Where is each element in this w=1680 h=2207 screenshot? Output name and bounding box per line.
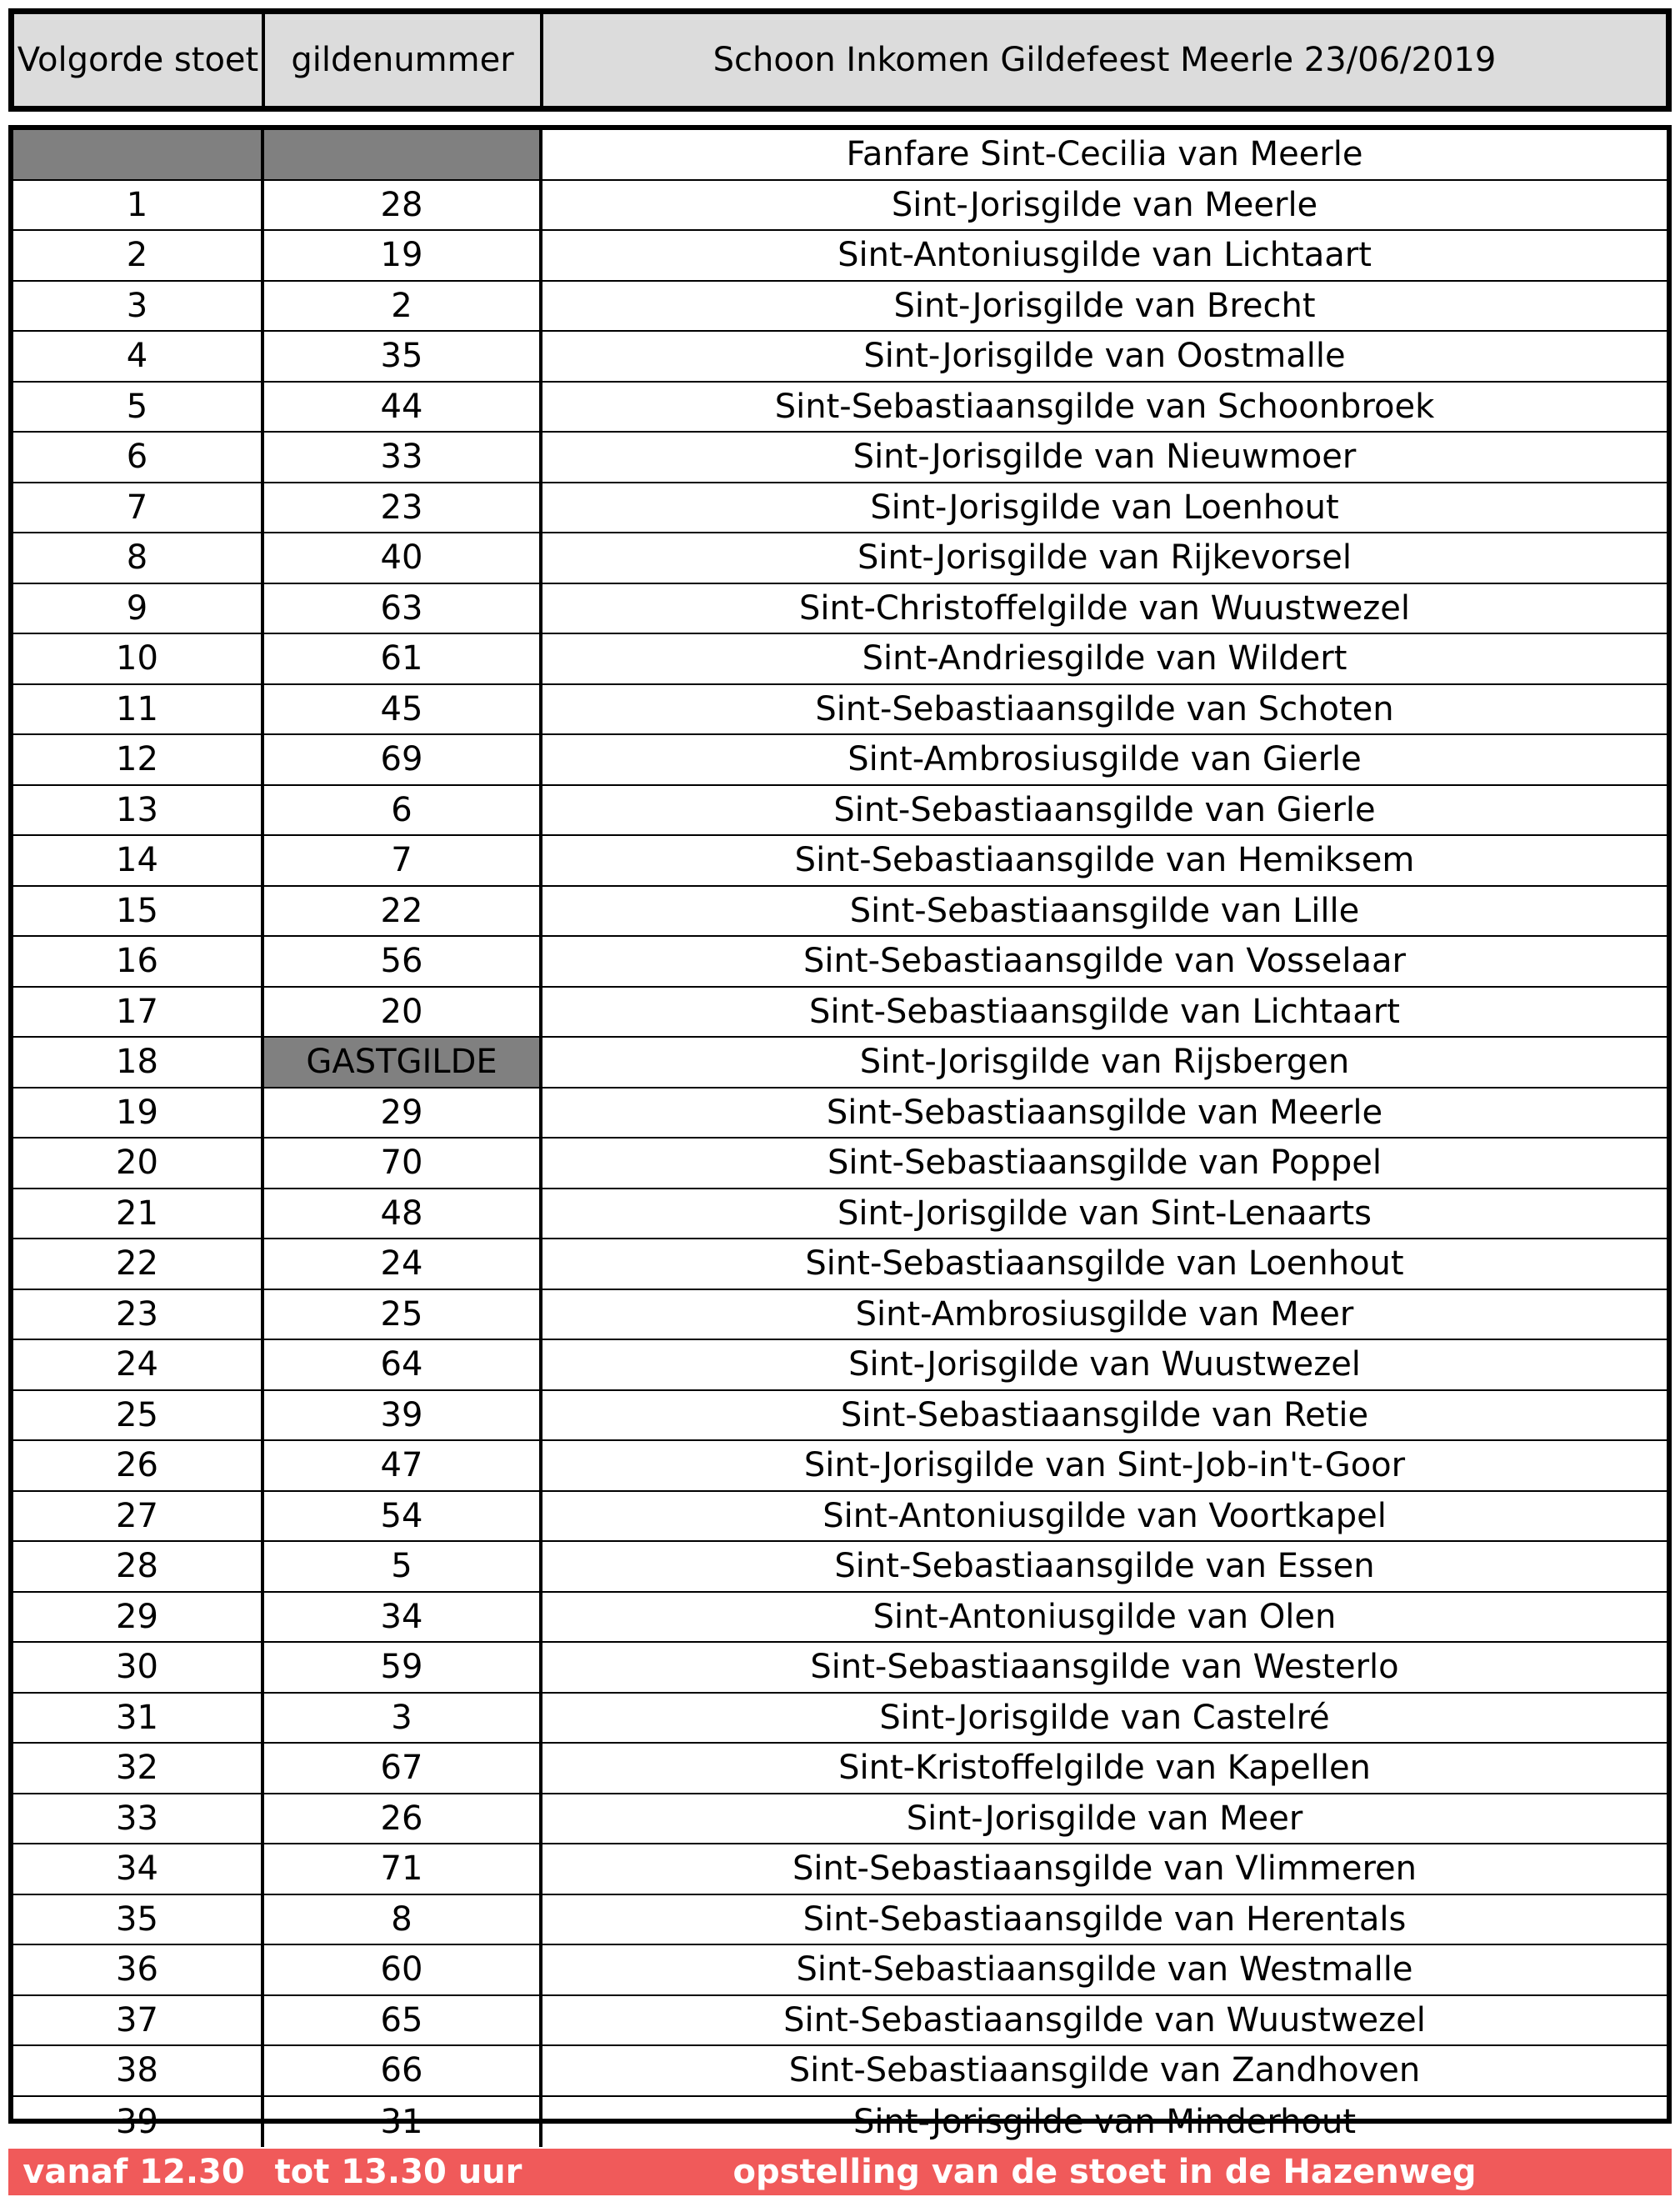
row-order: 26: [13, 1441, 264, 1490]
row-guild-number: 61: [264, 634, 542, 683]
row-guild-number: 33: [264, 433, 542, 482]
row-guild-number: 40: [264, 533, 542, 583]
row-guild-number: 60: [264, 1945, 542, 1994]
row-guild-name: Sint-Jorisgilde van Meer: [906, 1799, 1303, 1838]
row-guild-number: 44: [264, 383, 542, 432]
table-row: [13, 1441, 1667, 1492]
table-row: [13, 887, 1667, 938]
table-row: [13, 2046, 1667, 2097]
row-order: 16: [13, 937, 264, 986]
row-guild-name: Sint-Sebastiaansgilde van Essen: [834, 1547, 1375, 1586]
row-order: 28: [13, 1542, 264, 1591]
table-row: [13, 130, 1667, 181]
row-order: [13, 130, 264, 179]
table-row: [13, 2097, 1667, 2148]
row-guild-name: Sint-Sebastiaansgilde van Loenhout: [805, 1244, 1404, 1284]
table-row: [13, 231, 1667, 282]
table-row: [13, 1794, 1667, 1845]
row-guild-number: 25: [264, 1290, 542, 1339]
table-row: [13, 735, 1667, 786]
footer-note: opstelling van de stoet in de Hazenweg: [732, 2153, 1477, 2191]
row-order: 34: [13, 1844, 264, 1894]
row-guild-number: 26: [264, 1794, 542, 1844]
row-guild-name: Sint-Christoffelgilde van Wuustwezel: [798, 588, 1411, 628]
row-order: 39: [13, 2097, 264, 2148]
footer-bar: [8, 2149, 1672, 2195]
table-row: [13, 1088, 1667, 1139]
header-order: Volgorde stoet: [14, 14, 265, 106]
table-row: [13, 433, 1667, 483]
row-order: 3: [13, 282, 264, 331]
table-row: [13, 1542, 1667, 1593]
row-guild-number: 67: [264, 1744, 542, 1793]
row-guild-number: 28: [264, 181, 542, 230]
row-guild-number: 47: [264, 1441, 542, 1490]
row-order: 19: [13, 1088, 264, 1138]
row-guild-name: Sint-Sebastiaansgilde van Meerle: [826, 1093, 1383, 1132]
row-order: 17: [13, 988, 264, 1037]
row-guild-name: Sint-Jorisgilde van Rijsbergen: [859, 1043, 1350, 1082]
row-guild-number: 65: [264, 1996, 542, 2045]
table-row: [13, 1996, 1667, 2047]
row-guild-name: Sint-Sebastiaansgilde van Retie: [840, 1395, 1369, 1434]
row-guild-number: [264, 130, 542, 179]
row-guild-name: Sint-Jorisgilde van Loenhout: [870, 488, 1339, 527]
table-row: [13, 937, 1667, 988]
row-order: 20: [13, 1139, 264, 1188]
row-guild-number: 8: [264, 1895, 542, 1944]
row-order: 33: [13, 1794, 264, 1844]
table-row: [13, 1340, 1667, 1391]
row-guild-name: Sint-Sebastiaansgilde van Zandhoven: [788, 2051, 1421, 2090]
row-guild-name: Sint-Sebastiaansgilde van Westmalle: [796, 1950, 1413, 1989]
table-row: [13, 483, 1667, 534]
row-guild-name: Sint-Jorisgilde van Meerle: [891, 185, 1318, 224]
row-guild-number: 56: [264, 937, 542, 986]
row-order: 38: [13, 2046, 264, 2095]
row-guild-number: 66: [264, 2046, 542, 2095]
row-order: 18: [13, 1038, 264, 1087]
table-row: [13, 1290, 1667, 1341]
row-guild-name: Sint-Sebastiaansgilde van Westerlo: [810, 1648, 1399, 1687]
row-guild-name: Sint-Sebastiaansgilde van Vlimmeren: [792, 1849, 1417, 1889]
row-guild-name: Sint-Sebastiaansgilde van Lille: [849, 891, 1360, 930]
row-guild-name: Sint-Antoniusgilde van Voortkapel: [822, 1496, 1387, 1535]
row-order: 22: [13, 1239, 264, 1289]
row-guild-name: Sint-Kristoffelgilde van Kapellen: [838, 1749, 1371, 1788]
row-order: 6: [13, 433, 264, 482]
table-row: [13, 1239, 1667, 1290]
row-order: 10: [13, 634, 264, 683]
table-row: [13, 1744, 1667, 1794]
row-order: 13: [13, 786, 264, 835]
row-order: 27: [13, 1492, 264, 1541]
row-guild-number: 45: [264, 685, 542, 734]
table-row: [13, 533, 1667, 584]
table-row: [13, 181, 1667, 232]
row-guild-name: Sint-Jorisgilde van Brecht: [893, 286, 1316, 325]
table-row: [13, 1945, 1667, 1996]
table-row: [13, 1391, 1667, 1442]
row-guild-name: Sint-Sebastiaansgilde van Lichtaart: [809, 992, 1400, 1031]
row-order: 11: [13, 685, 264, 734]
row-guild-number: 23: [264, 483, 542, 533]
row-guild-name: Sint-Jorisgilde van Castelré: [879, 1698, 1330, 1737]
row-order: 23: [13, 1290, 264, 1339]
row-order: 36: [13, 1945, 264, 1994]
table-row: [13, 836, 1667, 887]
row-guild-name: Sint-Antoniusgilde van Lichtaart: [838, 236, 1372, 275]
row-guild-number: 54: [264, 1492, 542, 1541]
row-guild-number: 7: [264, 836, 542, 885]
row-order: 24: [13, 1340, 264, 1389]
row-order: 35: [13, 1895, 264, 1944]
table-row: [13, 1895, 1667, 1946]
row-order: 7: [13, 483, 264, 533]
row-guild-name: Sint-Sebastiaansgilde van Gierle: [833, 790, 1376, 829]
row-guild-name: Sint-Jorisgilde van Rijkevorsel: [858, 538, 1352, 578]
table-row: [13, 988, 1667, 1038]
row-guild-name: Sint-Sebastiaansgilde van Hemiksem: [794, 841, 1415, 880]
row-guild-name: Sint-Sebastiaansgilde van Schoonbroek: [774, 387, 1435, 426]
row-order: 5: [13, 383, 264, 432]
row-guild-name: Sint-Sebastiaansgilde van Schoten: [815, 689, 1394, 728]
table-header: [8, 8, 1672, 112]
table-row: [13, 1139, 1667, 1189]
footer-end-time: tot 13.30 uur: [274, 2153, 522, 2191]
row-order: 4: [13, 332, 264, 381]
row-order: 29: [13, 1593, 264, 1642]
table-row: [13, 1189, 1667, 1240]
row-order: 31: [13, 1694, 264, 1743]
row-guild-name: Sint-Antoniusgilde van Olen: [872, 1597, 1337, 1636]
table-row: [13, 1038, 1667, 1088]
row-guild-name: Sint-Ambrosiusgilde van Meer: [855, 1294, 1354, 1334]
table-row: [13, 1492, 1667, 1543]
row-guild-name: Sint-Jorisgilde van Wuustwezel: [848, 1345, 1361, 1384]
row-guild-number: 34: [264, 1593, 542, 1642]
row-guild-number: 2: [264, 282, 542, 331]
row-guild-number: 69: [264, 735, 542, 784]
table-row: [13, 1593, 1667, 1644]
row-guild-number: 22: [264, 887, 542, 936]
row-guild-number: 71: [264, 1844, 542, 1894]
row-order: 8: [13, 533, 264, 583]
row-guild-number: 59: [264, 1643, 542, 1692]
row-guild-name: Fanfare Sint-Cecilia van Meerle: [846, 135, 1363, 174]
row-order: 30: [13, 1643, 264, 1692]
footer-start-time: vanaf 12.30: [22, 2153, 245, 2191]
table-row: [13, 332, 1667, 383]
table-row: [13, 634, 1667, 685]
table-row: [13, 685, 1667, 736]
row-guild-name: Sint-Jorisgilde van Sint-Lenaarts: [838, 1194, 1372, 1233]
row-guild-name: Sint-Sebastiaansgilde van Poppel: [828, 1144, 1382, 1183]
row-guild-name: Sint-Jorisgilde van Sint-Job-in't-Goor: [803, 1446, 1406, 1485]
row-guild-name: Sint-Jorisgilde van Nieuwmoer: [852, 438, 1357, 477]
table-row: [13, 383, 1667, 433]
row-order: 2: [13, 231, 264, 280]
row-order: 12: [13, 735, 264, 784]
table-row: [13, 584, 1667, 635]
header-title: Schoon Inkomen Gildefeest Meerle 23/06/2019: [712, 41, 1497, 79]
table-row: [13, 1643, 1667, 1694]
row-order: 37: [13, 1996, 264, 2045]
row-guild-number: GASTGILDE: [264, 1038, 542, 1087]
table-row: [13, 282, 1667, 333]
row-guild-number: 20: [264, 988, 542, 1037]
row-guild-name: Sint-Andriesgilde van Wildert: [862, 639, 1348, 678]
header-guild-number: gildenummer: [265, 14, 543, 106]
row-guild-number: 39: [264, 1391, 542, 1440]
row-guild-name: Sint-Ambrosiusgilde van Gierle: [848, 740, 1362, 779]
row-guild-name: Sint-Sebastiaansgilde van Herentals: [802, 1899, 1407, 1939]
row-order: 1: [13, 181, 264, 230]
row-guild-number: 31: [264, 2097, 542, 2148]
row-guild-number: 5: [264, 1542, 542, 1591]
table-row: [13, 1694, 1667, 1744]
row-guild-number: 63: [264, 584, 542, 633]
table-row: [13, 1844, 1667, 1895]
row-guild-number: 29: [264, 1088, 542, 1138]
row-guild-name: Sint-Jorisgilde van Oostmalle: [863, 337, 1346, 376]
row-order: 25: [13, 1391, 264, 1440]
row-guild-number: 6: [264, 786, 542, 835]
row-guild-number: 19: [264, 231, 542, 280]
procession-table: [8, 125, 1672, 2141]
row-order: 15: [13, 887, 264, 936]
row-guild-name: Sint-Jorisgilde van Minderhout: [852, 2102, 1357, 2141]
row-order: 21: [13, 1189, 264, 1239]
row-guild-number: 70: [264, 1139, 542, 1188]
row-guild-number: 35: [264, 332, 542, 381]
row-guild-number: 24: [264, 1239, 542, 1289]
row-guild-name: Sint-Sebastiaansgilde van Wuustwezel: [783, 2000, 1426, 2039]
table-row: [13, 786, 1667, 837]
row-guild-name: Sint-Sebastiaansgilde van Vosselaar: [803, 942, 1406, 981]
row-guild-number: 64: [264, 1340, 542, 1389]
row-order: 14: [13, 836, 264, 885]
row-order: 9: [13, 584, 264, 633]
row-guild-number: 48: [264, 1189, 542, 1239]
row-guild-number: 3: [264, 1694, 542, 1743]
row-order: 32: [13, 1744, 264, 1793]
